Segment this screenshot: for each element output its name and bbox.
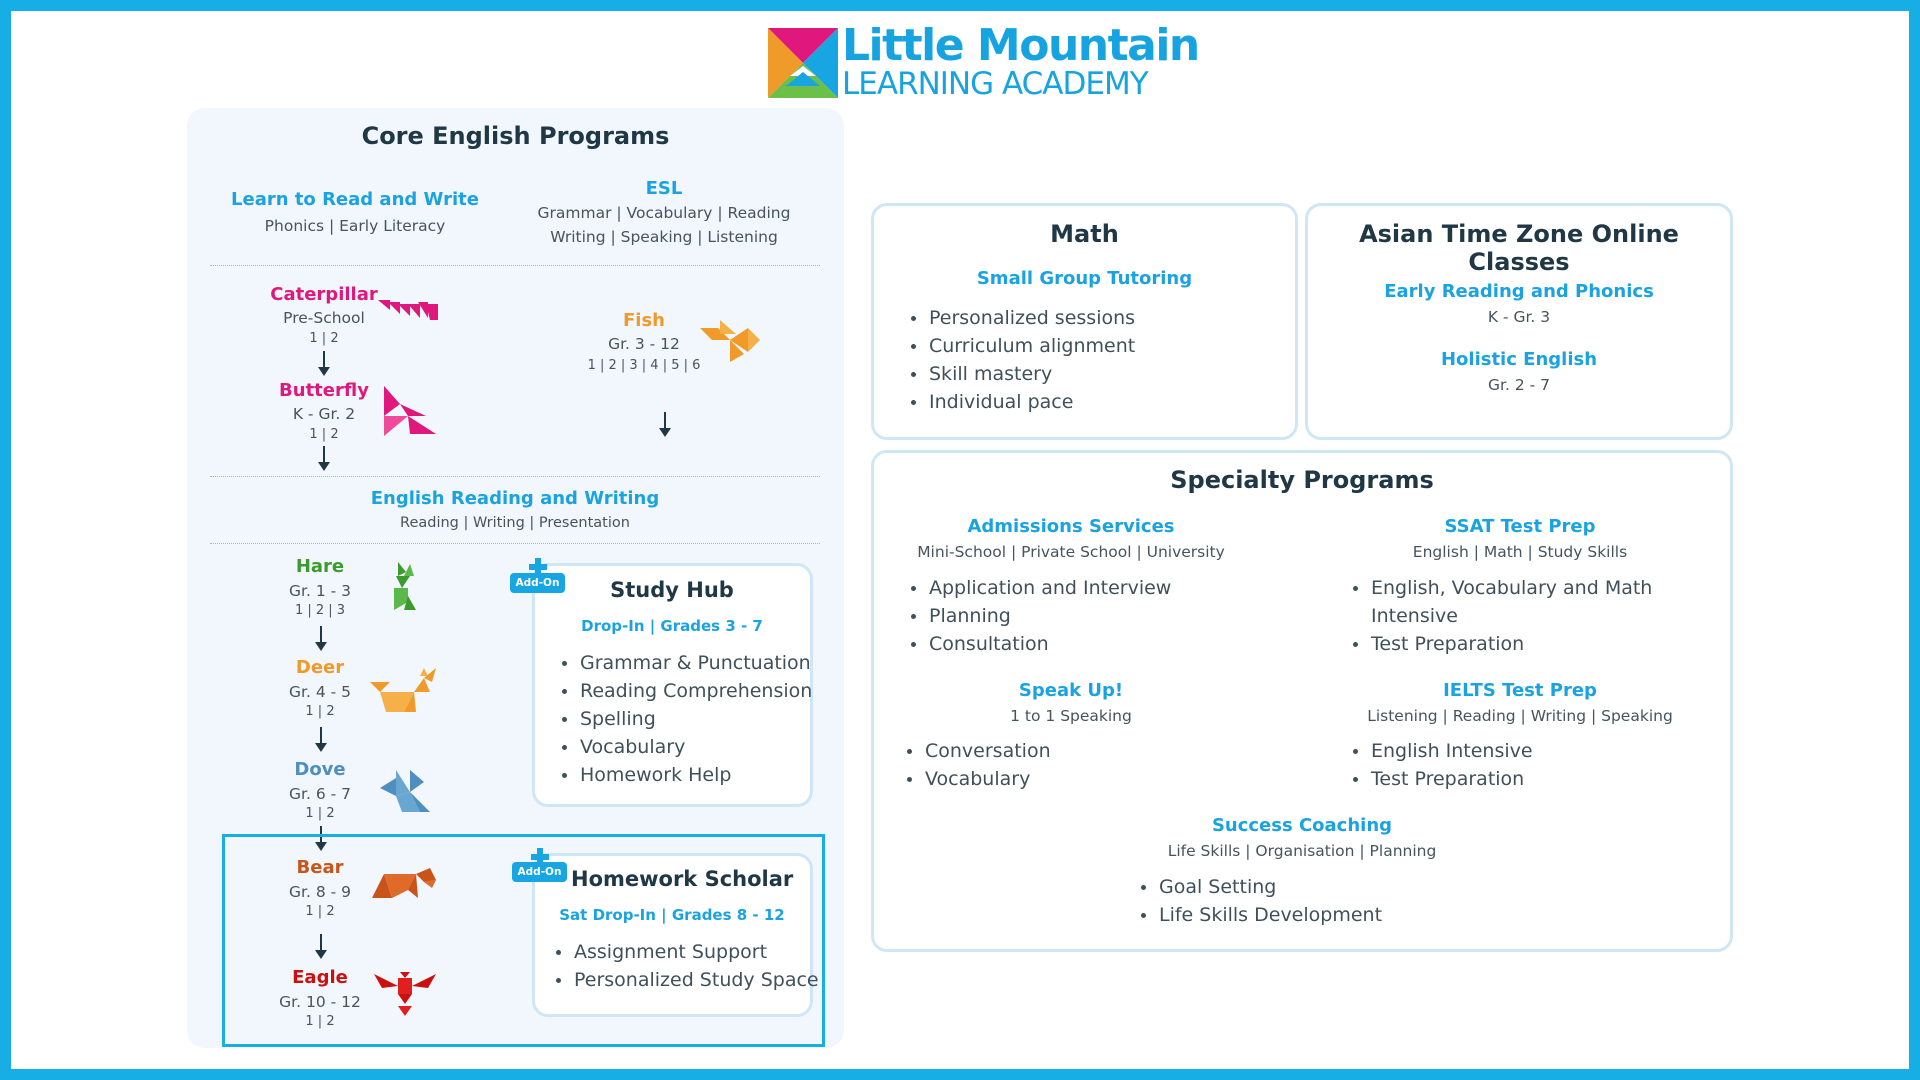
divider <box>210 265 820 266</box>
list-item: Curriculum alignment <box>907 332 1135 360</box>
level-caterpillar-terms: 1 | 2 <box>309 331 339 346</box>
holistic-english-grade: Gr. 2 - 7 <box>1488 376 1550 394</box>
ssat-title: SSAT Test Prep <box>1444 516 1596 537</box>
speak-up-subtitle: 1 to 1 Speaking <box>1010 707 1132 725</box>
math-list <box>907 304 1135 416</box>
divider <box>210 476 820 477</box>
level-deer-name: Deer <box>295 657 345 678</box>
level-eagle-terms: 1 | 2 <box>305 1014 335 1029</box>
add-on-badge: Add-On <box>510 573 565 593</box>
speak-up-title: Speak Up! <box>1018 680 1124 701</box>
study-hub-title: Study Hub <box>610 578 734 602</box>
list-item: Life Skills Development <box>1137 901 1382 929</box>
dove-icon <box>380 770 432 814</box>
fish-icon <box>700 318 760 364</box>
level-hare-name: Hare <box>295 556 345 577</box>
list-item: Vocabulary <box>903 765 1051 793</box>
admissions-title: Admissions Services <box>967 516 1175 537</box>
level-deer-terms: 1 | 2 <box>305 704 335 719</box>
butterfly-icon <box>380 386 438 438</box>
list-item: Homework Help <box>558 761 812 789</box>
level-hare-terms: 1 | 2 | 3 <box>294 603 346 618</box>
success-coaching-list <box>1137 873 1382 929</box>
erw-subtitle: Reading | Writing | Presentation <box>400 515 630 531</box>
list-item: Conversation <box>903 737 1051 765</box>
esl-line-1: Grammar | Vocabulary | Reading <box>537 204 791 222</box>
study-hub-subtitle: Drop-In | Grades 3 - 7 <box>581 617 763 635</box>
ielts-list <box>1349 737 1533 793</box>
level-hare-grade: Gr. 1 - 3 <box>289 582 351 600</box>
list-item: Personalized Study Space <box>552 966 819 994</box>
level-deer-grade: Gr. 4 - 5 <box>289 683 351 701</box>
homework-scholar-subtitle: Sat Drop-In | Grades 8 - 12 <box>559 906 785 924</box>
list-item-text: English, Vocabulary and Math <box>1371 577 1653 599</box>
erw-title: English Reading and Writing <box>370 488 660 509</box>
level-bear-terms: 1 | 2 <box>305 904 335 919</box>
logo-icon <box>768 28 838 98</box>
arrow-down-icon <box>314 934 328 960</box>
eagle-icon <box>374 970 436 1018</box>
success-coaching-title: Success Coaching <box>1211 815 1393 836</box>
list-item: Goal Setting <box>1137 873 1382 901</box>
success-coaching-subtitle: Life Skills | Organisation | Planning <box>1167 842 1437 860</box>
list-item: Planning <box>907 602 1171 630</box>
admissions-list <box>907 574 1171 658</box>
ielts-subtitle: Listening | Reading | Writing | Speaking <box>1367 707 1673 725</box>
level-butterfly-grade: K - Gr. 2 <box>292 405 356 423</box>
arrow-down-icon <box>314 626 328 652</box>
list-item: Reading Comprehension <box>558 677 812 705</box>
arrow-down-icon <box>317 351 331 377</box>
logo-name: Little Mountain <box>842 20 1199 71</box>
level-fish-grade: Gr. 3 - 12 <box>608 335 680 353</box>
ielts-title: IELTS Test Prep <box>1443 680 1597 701</box>
level-eagle-grade: Gr. 10 - 12 <box>279 993 361 1011</box>
hare-icon <box>388 562 418 612</box>
specialty-programs-title: Specialty Programs <box>1170 466 1434 494</box>
list-item <box>1349 574 1652 630</box>
level-eagle-name: Eagle <box>292 967 348 988</box>
holistic-english-title: Holistic English <box>1440 349 1598 370</box>
list-item: Spelling <box>558 705 812 733</box>
list-item: Consultation <box>907 630 1171 658</box>
list-item: English Intensive <box>1349 737 1533 765</box>
level-bear-name: Bear <box>296 857 344 878</box>
math-title: Math <box>1050 220 1119 248</box>
list-item-text: Intensive <box>1371 605 1458 627</box>
level-caterpillar-name: Caterpillar <box>270 284 378 305</box>
math-subtitle: Small Group Tutoring <box>976 268 1193 289</box>
list-item: Test Preparation <box>1349 765 1533 793</box>
ssat-list <box>1349 574 1652 658</box>
arrow-down-icon <box>658 412 672 438</box>
logo-tagline: LEARNING ACADEMY <box>842 66 1148 102</box>
level-fish-terms: 1 | 2 | 3 | 4 | 5 | 6 <box>587 358 701 373</box>
caterpillar-icon <box>378 298 440 322</box>
study-hub-list <box>558 649 812 789</box>
arrow-down-icon <box>314 727 328 753</box>
speak-up-list <box>903 737 1051 793</box>
level-butterfly-terms: 1 | 2 <box>309 427 339 442</box>
level-bear-grade: Gr. 8 - 9 <box>289 883 351 901</box>
core-programs-title: Core English Programs <box>361 122 670 150</box>
divider <box>210 543 820 544</box>
esl-line-2: Writing | Speaking | Listening <box>550 228 778 246</box>
list-item: Personalized sessions <box>907 304 1135 332</box>
list-item: Individual pace <box>907 388 1135 416</box>
homework-scholar-title: Homework Scholar <box>571 867 794 891</box>
level-fish-name: Fish <box>623 310 665 331</box>
early-reading-title: Early Reading and Phonics <box>1384 281 1654 302</box>
list-item: Application and Interview <box>907 574 1171 602</box>
learn-read-write-subtitle: Phonics | Early Literacy <box>264 217 446 235</box>
list-item: Vocabulary <box>558 733 812 761</box>
list-item: Grammar & Punctuation <box>558 649 812 677</box>
level-dove-grade: Gr. 6 - 7 <box>289 785 351 803</box>
bear-icon <box>372 866 438 900</box>
esl-title: ESL <box>645 178 683 199</box>
arrow-down-icon <box>317 446 331 472</box>
learn-read-write-title: Learn to Read and Write <box>231 189 479 210</box>
homework-scholar-list <box>552 938 819 994</box>
add-on-badge: Add-On <box>512 862 567 882</box>
ssat-subtitle: English | Math | Study Skills <box>1412 543 1628 561</box>
list-item: Assignment Support <box>552 938 819 966</box>
deer-icon <box>370 668 440 714</box>
list-item: Skill mastery <box>907 360 1135 388</box>
early-reading-grade: K - Gr. 3 <box>1487 308 1551 326</box>
asian-time-zone-title: Asian Time Zone Online Classes <box>1359 220 1679 276</box>
level-caterpillar-grade: Pre-School <box>283 309 365 327</box>
level-butterfly-name: Butterfly <box>279 380 369 401</box>
list-item: Test Preparation <box>1349 630 1652 658</box>
level-dove-name: Dove <box>294 759 346 780</box>
level-dove-terms: 1 | 2 <box>305 806 335 821</box>
admissions-subtitle: Mini-School | Private School | University <box>917 543 1225 561</box>
